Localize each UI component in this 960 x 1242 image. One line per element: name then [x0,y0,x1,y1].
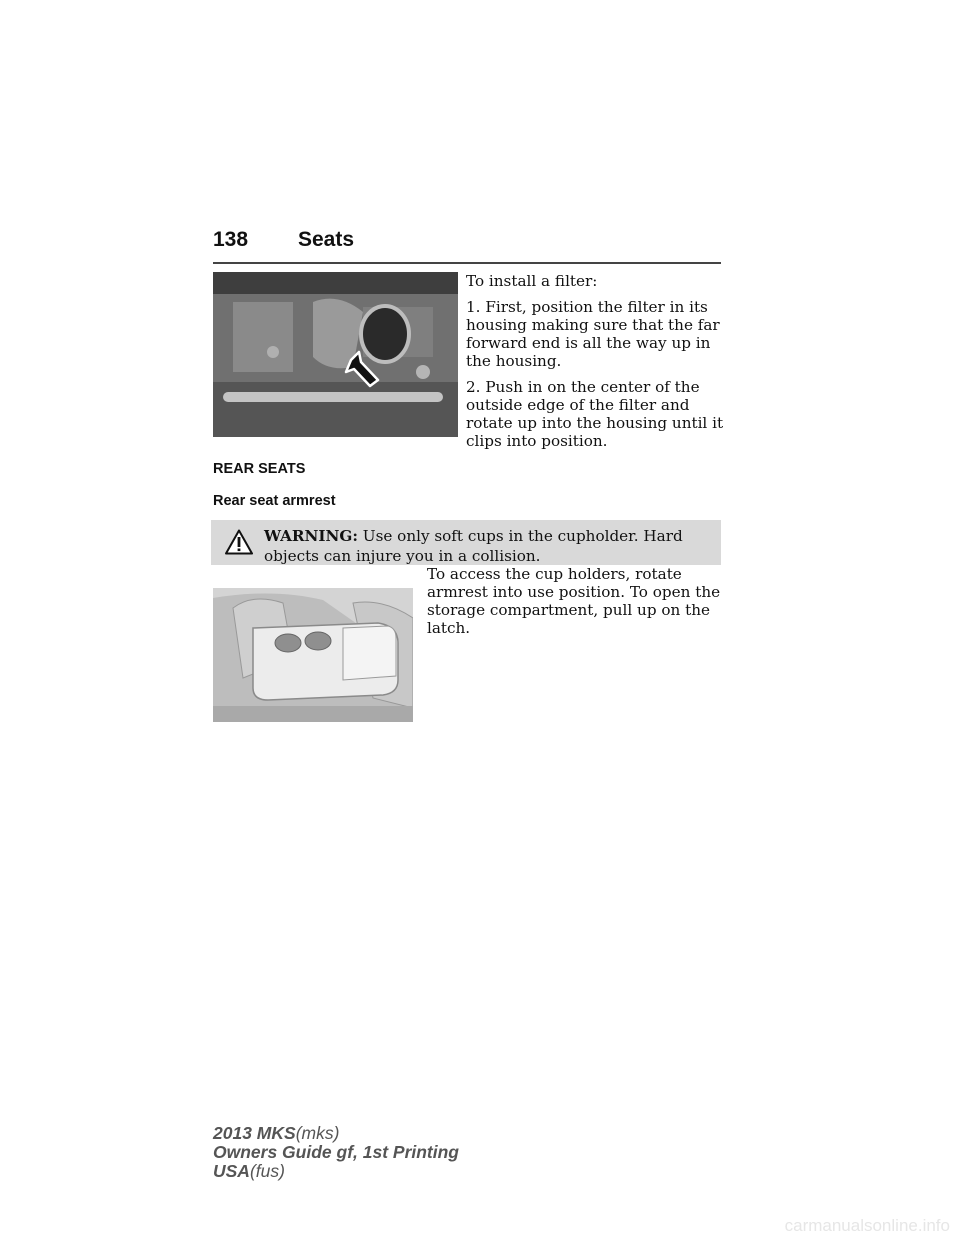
rear-seats-heading: REAR SEATS [213,461,306,477]
cabin-filter-illustration [213,272,458,437]
footer-market-line [213,1162,459,1181]
filter-install-step-1: 1. First, position the filter in its housing making sure that the far forward end is all the way up in the housing. [466,298,720,370]
armrest-text [427,565,727,645]
warning-label: WARNING: [264,527,358,545]
filter-install-step-2: 2. Push in on the center of the outside edge of the filter and rotate up into the housing until it clips into position. [466,378,724,450]
footer-model-line [213,1124,459,1143]
watermark-text: carmanualsonline.info [784,1216,950,1235]
footer-model: 2013 MKS [213,1123,296,1143]
footer-market: USA [213,1161,250,1181]
footer-market-code: (fus) [249,1161,285,1181]
footer-guide-line: Owners Guide gf, 1st Printing [213,1142,459,1162]
filter-install-text [466,272,724,458]
armrest-photo [213,588,413,722]
warning-message: Use only soft cups in the cupholder. Hard objects can injure you in a collision. [264,527,683,565]
page-header [213,226,721,264]
armrest-instructions: To access the cup holders, rotate armrest into use position. To open the storage compartment, pull up on the latch. [427,565,721,637]
footer-model-code: (mks) [295,1123,340,1143]
rear-armrest-subheading: Rear seat armrest [213,493,336,509]
warning-box [211,520,721,565]
filter-install-intro: To install a filter: [466,272,598,290]
armrest-illustration [213,588,413,722]
warning-text [264,526,709,566]
warning-triangle-icon [225,529,253,555]
page-number: 138 [213,228,249,251]
document-footer [213,1124,459,1181]
section-title: Seats [298,228,355,251]
cabin-filter-photo [213,272,458,437]
